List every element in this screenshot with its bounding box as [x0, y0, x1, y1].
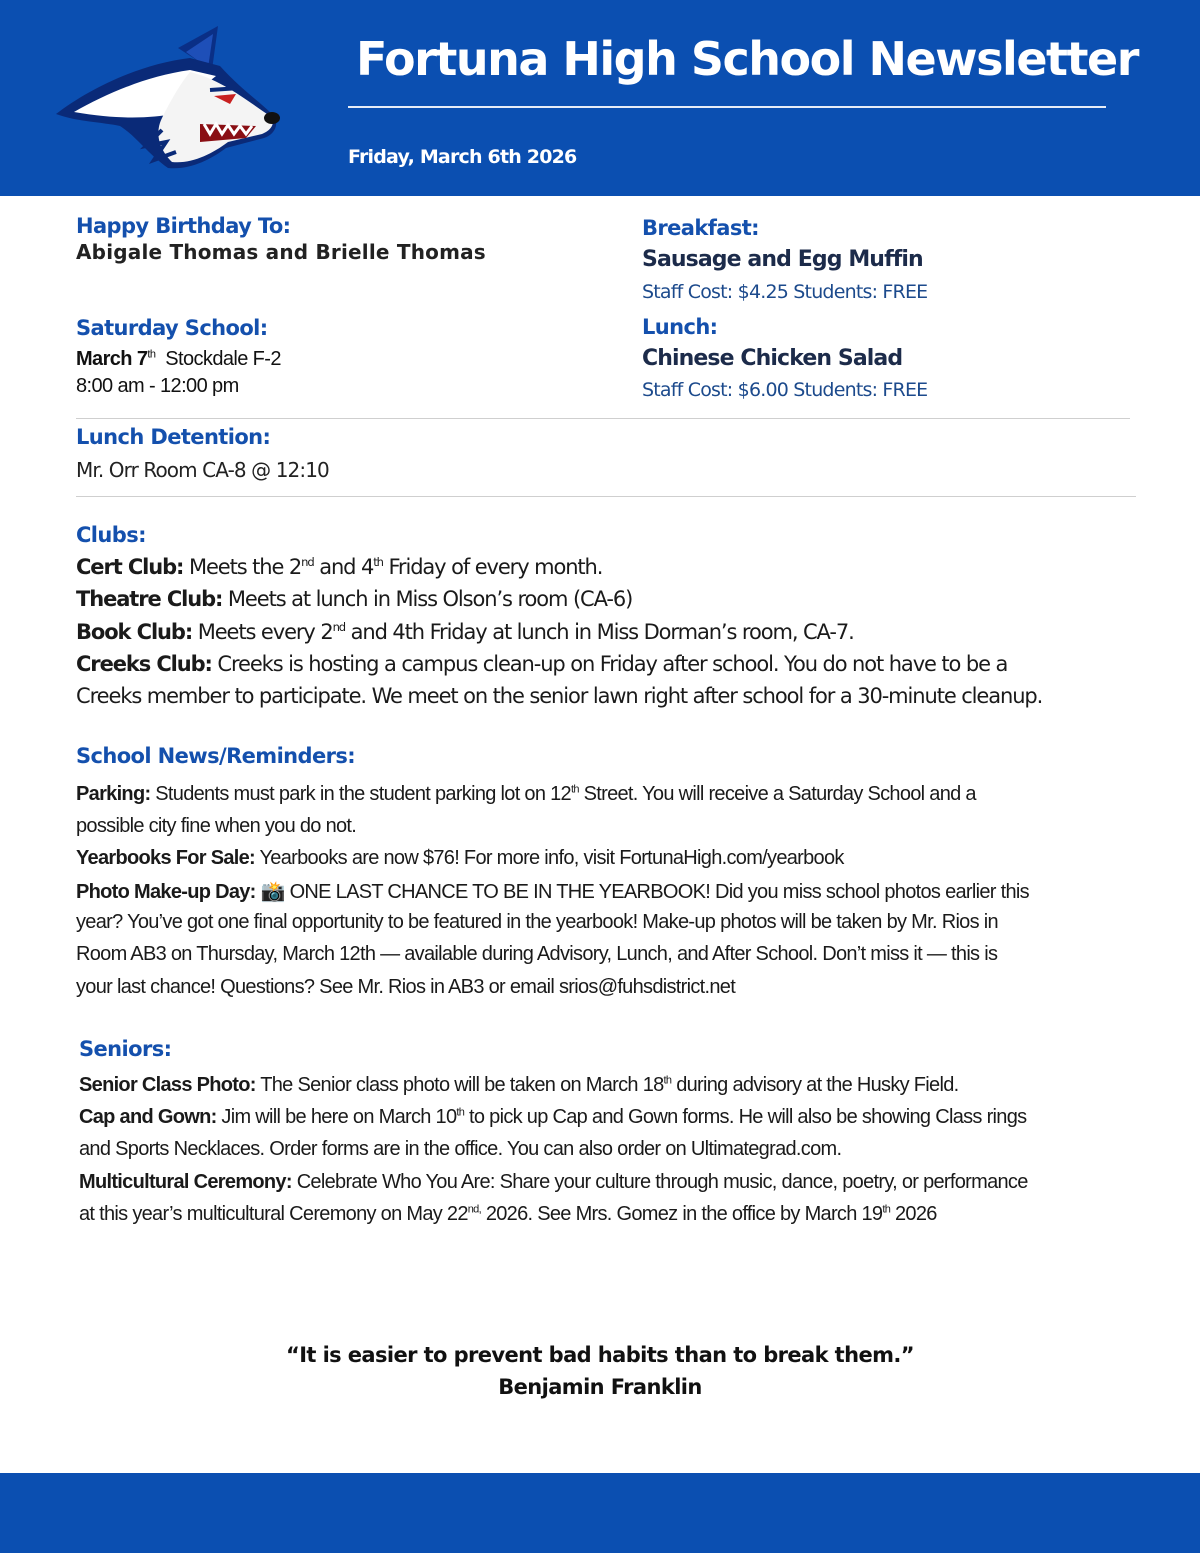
- creeks-club-line: Creeks Club: Creeks is hosting a campus clean-up on Friday after school. You do not have to be a: [76, 652, 1008, 676]
- newsletter-footer: [0, 1473, 1200, 1553]
- lunch-item: Chinese Chicken Salad: [642, 346, 903, 371]
- cert-club-line: Cert Club: Meets the 2nd and 4th Friday of every month.: [76, 555, 603, 579]
- parking-line-2: possible city fine when you do not.: [76, 815, 357, 837]
- page-title: Fortuna High School Newsletter: [356, 32, 1138, 86]
- saturday-school-time: 8:00 am - 12:00 pm: [76, 375, 239, 397]
- parking-line: Parking: Students must park in the student parking lot on 12th Street. You will receive a Saturday School and a: [76, 783, 976, 805]
- theatre-club-line: Theatre Club: Meets at lunch in Miss Olson’s room (CA-6): [76, 587, 633, 611]
- photo-makeup-line: Photo Make-up Day: 📸 ONE LAST CHANCE TO BE IN THE YEARBOOK! Did you miss school photos earlier this: [76, 881, 1029, 903]
- photo-makeup-line-4: your last chance! Questions? See Mr. Rios in AB3 or email srios@fuhsdistrict.net: [76, 976, 736, 998]
- saturday-school-heading: Saturday School:: [76, 316, 268, 340]
- saturday-school-date: March 7th Stockdale F-2: [76, 348, 281, 370]
- creeks-club-line-2: Creeks member to participate. We meet on the senior lawn right after school for a 30-minute cleanup.: [76, 684, 1043, 708]
- camera-icon: 📸: [260, 881, 285, 903]
- quote-author: Benjamin Franklin: [498, 1375, 702, 1399]
- news-heading: School News/Reminders:: [76, 744, 356, 768]
- cap-gown-line-2: and Sports Necklaces. Order forms are in the office. You can also order on Ultimategrad.com.: [79, 1138, 842, 1160]
- multicultural-line: Multicultural Ceremony: Celebrate Who You Are: Share your culture through music, dance, poetry, or performance: [79, 1171, 1028, 1193]
- breakfast-cost: Staff Cost: $4.25 Students: FREE: [642, 281, 928, 303]
- husky-mascot-icon: [50, 18, 286, 178]
- section-divider: [76, 496, 1136, 497]
- breakfast-heading: Breakfast:: [642, 216, 759, 240]
- lunch-detention-heading: Lunch Detention:: [76, 425, 271, 449]
- cap-gown-line: Cap and Gown: Jim will be here on March 10th to pick up Cap and Gown forms. He will also be showing Class rings: [79, 1106, 1027, 1128]
- issue-date: Friday, March 6th 2026: [348, 146, 577, 168]
- section-divider: [76, 418, 1130, 419]
- birthday-heading: Happy Birthday To:: [76, 214, 291, 238]
- newsletter-header: [0, 0, 1200, 196]
- lunch-detention-text: Mr. Orr Room CA-8 @ 12:10: [76, 458, 329, 482]
- breakfast-item: Sausage and Egg Muffin: [642, 247, 923, 272]
- lunch-heading: Lunch:: [642, 315, 718, 339]
- photo-makeup-line-2: year? You’ve got one final opportunity to be featured in the yearbook! Make-up photos will be taken by Mr. Rios in: [76, 911, 998, 933]
- birthday-names: Abigale Thomas and Brielle Thomas: [76, 240, 486, 264]
- book-club-line: Book Club: Meets every 2nd and 4th Friday at lunch in Miss Dorman’s room, CA-7.: [76, 620, 854, 644]
- yearbook-line: Yearbooks For Sale: Yearbooks are now $76! For more info, visit FortunaHigh.com/yearbook: [76, 847, 844, 869]
- seniors-heading: Seniors:: [79, 1037, 172, 1061]
- title-divider: [348, 106, 1106, 108]
- senior-photo-line: Senior Class Photo: The Senior class photo will be taken on March 18th during advisory at the Husky Field.: [79, 1074, 959, 1096]
- lunch-cost: Staff Cost: $6.00 Students: FREE: [642, 379, 928, 401]
- quote-text: “It is easier to prevent bad habits than to break them.”: [286, 1343, 914, 1367]
- photo-makeup-line-3: Room AB3 on Thursday, March 12th — available during Advisory, Lunch, and After School. Don’t miss it — this is: [76, 943, 998, 965]
- clubs-heading: Clubs:: [76, 523, 146, 547]
- multicultural-line-2: at this year’s multicultural Ceremony on May $22^{nd,}$ 2026. See Mrs. Gomez in the office by March 19th 2026: [79, 1203, 937, 1225]
